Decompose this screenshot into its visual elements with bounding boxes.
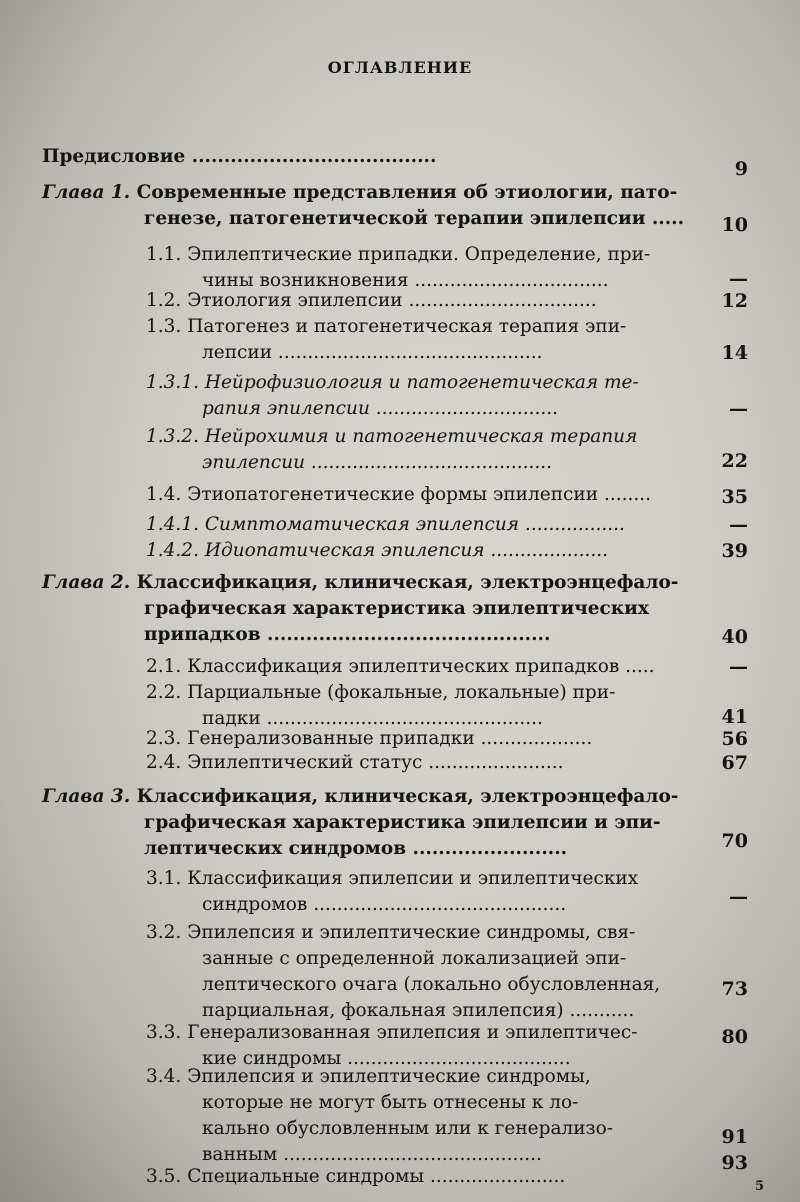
toc-line: Классификация, клиническая, электроэнцефало- <box>136 786 679 807</box>
toc-page-number: — <box>729 398 748 420</box>
toc-line: Предисловие ...................................... <box>42 146 437 167</box>
toc-page-number: 80 <box>721 1026 748 1048</box>
subsection-label: 1.3.1. <box>146 372 199 393</box>
toc-page-number: 9 <box>734 158 748 180</box>
toc-entry-1-1 <box>146 242 706 294</box>
chapter-label: Глава 3. <box>42 786 131 807</box>
toc-line: чины возникновения ................................. <box>202 270 609 291</box>
toc-entry-chapter-2 <box>42 570 722 648</box>
toc-page-number: — <box>729 514 748 536</box>
chapter-label: Глава 2. <box>42 572 131 593</box>
toc-line: парциальная, фокальная эпилепсия) ........... <box>202 1000 635 1021</box>
section-label: 3.3. <box>146 1022 182 1043</box>
page-title: ОГЛАВЛЕНИЕ <box>327 58 473 77</box>
toc-entry-1-4 <box>146 482 706 508</box>
toc-line: Классификация эпилептических припадков ..... <box>187 656 655 677</box>
toc-entry-chapter-3 <box>42 784 722 862</box>
toc-line: эпилепсии ......................................... <box>202 452 553 473</box>
toc-entry-2-4 <box>146 750 706 776</box>
toc-line: рапия эпилепсии ............................... <box>202 398 559 419</box>
toc-line: Эпилептические припадки. Определение, при- <box>187 244 651 265</box>
toc-page-number: — <box>729 886 748 908</box>
toc-page-number: 40 <box>721 626 748 648</box>
toc-line: которые не могут быть отнесены к ло- <box>202 1092 579 1113</box>
toc-line: графическая характеристика эпилепсии и эпи- <box>144 812 661 833</box>
toc-line: Парциальные (фокальные, локальные) при- <box>187 682 616 703</box>
toc-page-number: 35 <box>721 486 748 508</box>
toc-page-number: 56 <box>721 728 748 750</box>
toc-entry-3-1 <box>146 866 706 918</box>
toc-line: кие синдромы ...................................... <box>202 1048 571 1069</box>
section-label: 1.1. <box>146 244 182 265</box>
section-label: 3.2. <box>146 922 182 943</box>
toc-line: Эпилепсия и эпилептические синдромы, свя- <box>187 922 636 943</box>
toc-line: Идиопатическая эпилепсия .................... <box>204 540 609 561</box>
chapter-label: Глава 1. <box>42 182 131 203</box>
toc-line: кально обусловленным или к генерализо- <box>202 1118 614 1139</box>
toc-line: Генерализованная эпилепсия и эпилептичес- <box>187 1022 638 1043</box>
section-label: 1.2. <box>146 290 182 311</box>
section-label: 1.4. <box>146 484 182 505</box>
toc-page-number: 73 <box>721 978 748 1000</box>
toc-line: припадков ............................................ <box>144 624 551 645</box>
toc-entry-3-4 <box>146 1064 706 1168</box>
subsection-label: 1.3.2. <box>146 426 199 447</box>
toc-line: падки ............................................... <box>202 708 543 729</box>
toc-entry-2-3 <box>146 726 706 752</box>
toc-line: Этиология эпилепсии ................................ <box>187 290 597 311</box>
toc-entry-1-3-2 <box>146 424 706 476</box>
toc-entry-1-4-2 <box>146 538 706 564</box>
toc-line: ванным ............................................ <box>202 1144 542 1165</box>
section-label: 3.4. <box>146 1066 182 1087</box>
toc-entry-2-2 <box>146 680 706 732</box>
section-label: 3.1. <box>146 868 182 889</box>
toc-page-number: — <box>729 656 748 678</box>
toc-line: Современные представления об этиологии, пато- <box>136 182 678 203</box>
toc-line: лептических синдромов ........................ <box>144 838 568 859</box>
section-label: 2.3. <box>146 728 182 749</box>
toc-line: лептического очага (локально обусловленная, <box>202 974 661 995</box>
section-label: 2.4. <box>146 752 182 773</box>
toc-page-number: 14 <box>721 342 748 364</box>
toc-page-number: 39 <box>721 540 748 562</box>
toc-line: Патогенез и патогенетическая терапия эпи- <box>187 316 627 337</box>
toc-line: генезе, патогенетической терапии эпилепсии ..... <box>144 208 685 229</box>
toc-line: Нейрохимия и патогенетическая терапия <box>204 426 638 447</box>
section-label: 2.1. <box>146 656 182 677</box>
toc-entry-preface <box>42 144 702 170</box>
toc-line: Классификация эпилепсии и эпилептических <box>187 868 639 889</box>
toc-entry-2-1 <box>146 654 706 680</box>
toc-line: Этиопатогенетические формы эпилепсии ........ <box>187 484 651 505</box>
toc-entry-3-5 <box>146 1164 706 1190</box>
page-number: 5 <box>754 1179 764 1194</box>
toc-page-number: 91 <box>721 1126 748 1148</box>
toc-entry-1-3-1 <box>146 370 706 422</box>
toc-line: Эпилепсия и эпилептические синдромы, <box>187 1066 591 1087</box>
toc-line: Эпилептический статус ....................... <box>187 752 564 773</box>
toc-page-number: 22 <box>721 450 748 472</box>
toc-page-number: 67 <box>721 752 748 774</box>
toc-line: лепсии ............................................. <box>202 342 543 363</box>
toc-page-number: 93 <box>721 1152 748 1174</box>
subsection-label: 1.4.2. <box>146 540 199 561</box>
section-label: 1.3. <box>146 316 182 337</box>
section-label: 2.2. <box>146 682 182 703</box>
toc-entry-1-3 <box>146 314 706 366</box>
toc-line: Специальные синдромы ....................... <box>187 1166 566 1187</box>
toc-line: Симптоматическая эпилепсия ................. <box>204 514 625 535</box>
toc-entry-3-2 <box>146 920 706 1024</box>
toc-line: графическая характеристика эпилептических <box>144 598 649 619</box>
toc-line: синдромов ........................................... <box>202 894 567 915</box>
toc-page-number: 10 <box>721 214 748 236</box>
toc-page-number: 70 <box>721 830 748 852</box>
toc-entry-1-4-1 <box>146 512 706 538</box>
toc-line: Нейрофизиология и патогенетическая те- <box>204 372 639 393</box>
section-label: 3.5. <box>146 1166 182 1187</box>
toc-line: Генерализованные припадки ................... <box>187 728 593 749</box>
toc-page-number: 12 <box>721 290 748 312</box>
toc-page-number: — <box>729 268 748 290</box>
toc-line: Классификация, клиническая, электроэнцефало- <box>136 572 679 593</box>
toc-page-number: 41 <box>721 706 748 728</box>
toc-entry-chapter-1 <box>42 180 722 232</box>
toc-entry-1-2 <box>146 288 706 314</box>
toc-line: занные с определенной локализацией эпи- <box>202 948 627 969</box>
subsection-label: 1.4.1. <box>146 514 199 535</box>
